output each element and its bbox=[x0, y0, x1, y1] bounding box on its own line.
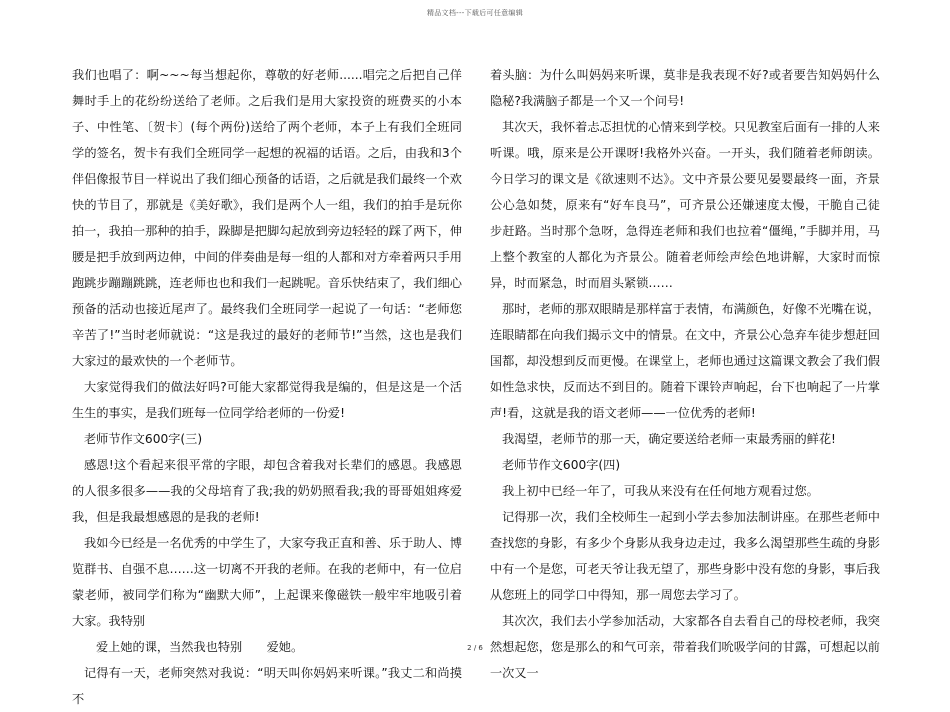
paragraph: 大家觉得我们的做法好吗?可能大家都觉得我是编的，但是这是一个活生生的事实，是我们班每一位同学给老师的一份爱! bbox=[72, 380, 462, 420]
left-text-column bbox=[72, 62, 462, 712]
paragraph: 我渴望，老师节的那一天，确定要送给老师一束最秀丽的鲜花! bbox=[502, 432, 836, 446]
paragraph: 感恩!这个看起来很平常的字眼，却包含着我对长辈们的感恩。我感恩的人很多很多——我的父母培育了我;我的奶奶照看我;我的哥哥姐姐疼爱我，但是我最想感恩的是我的老师! bbox=[72, 458, 462, 524]
right-text-column bbox=[490, 62, 880, 686]
section-heading: 老师节作文600字(三) bbox=[84, 432, 203, 446]
paragraph-fragment: 爱上她的课，当然我也特别 爱她。 bbox=[96, 640, 304, 654]
paragraph: 记得有一天，老师突然对我说：“明天叫你妈妈来听课。”我丈二和尚摸不 bbox=[72, 666, 462, 706]
paragraph: 那时，老师的那双眼睛是那样富于表情，布满颜色，好像不光嘴在说，连眼睛都在向我们揭示文中的情景。在文中，齐景公心急弃车徒步想赶回国都，却没想到反而更慢。在课堂上，老师也通过这篇课文教会了我们假如性急求快，反而达不到目的。随着下课铃声响起，台下也响起了一片掌声!看，这就是我的语文老师——一位优秀的老师! bbox=[490, 302, 880, 420]
paragraph: 其次天，我怀着忐忑担忧的心情来到学校。只见教室后面有一排的人来听课。哦，原来是公开课呀!我格外兴奋。一开头，我们随着老师朗读。今日学习的课文是《欲速则不达》。文中齐景公要见晏婴最终一面，齐景公心急如焚，原来有“好车良马”，可齐景公还嫌速度太慢，干脆自己徒步赶路。当时那个急呀，急得连老师和我们也拉着“僵绳，”手脚并用，马上整个教室的人都化为齐景公。随着老师绘声绘色地讲解，大家时而惊异，时而紧急，时而眉头紧锁…… bbox=[490, 120, 880, 290]
page-number: 2 / 6 bbox=[467, 644, 483, 652]
paragraph: 我如今已经是一名优秀的中学生了，大家夸我正直和善、乐于助人、博览群书、自强不息……这一切离不开我的老师。在我的老师中，有一位启蒙老师，被同学们称为“幽默大师”，上起课来像磁铁一般牢牢地吸引着大家。我特别 bbox=[72, 536, 462, 628]
page-header: 精品文档---下载后可任意编辑 bbox=[426, 9, 524, 17]
paragraph: 我上初中已经一年了，可我从来没有在任何地方观看过您。 bbox=[502, 484, 819, 498]
section-heading: 老师节作文600字(四) bbox=[502, 458, 621, 472]
paragraph: 记得那一次，我们全校师生一起到小学去参加法制讲座。在那些老师中查找您的身影，有多少个身影从我身边走过，我多么渴望那些生疏的身影中有一个是您，可老天爷让我无望了，那些身影中没有您的身影，事后我从您班上的同学口中得知，那一周您去学习了。 bbox=[490, 510, 880, 602]
paragraph: 我们也唱了：啊~~~每当想起你，尊敬的好老师......唱完之后把自己佯舞时手上的花纷纷送给了老师。之后我们是用大家投资的班费买的小本子、中性笔、〔贺卡〕(每个两份)送给了两个老师，本子上有我们全班同学的签名，贺卡有我们全班同学一起想的祝福的话语。之后，由我和3个伴侣像报节目一样说出了我们细心预备的话语，之后就是我们最终一个欢快的节目了，那就是《美好歌》，我们是两个人一组，我们的拍手是玩你拍一，我拍一那种的拍手，跺脚是把脚勾起放到旁边轻轻的踩了两下，伸腰是把手放到两边伸，中间的伴奏曲是每一组的人都和对方牵着两只手用跑跳步蹦蹦跳跳，连老师也也和我们一起跳呢。音乐快结束了，我们细心预备的活动也接近尾声了。最终我们全班同学一起说了一句话：“老师您辛苦了!”当时老师就说：“这是我过的最好的老师节!”当然，这也是我们大家过的最欢快的一个老师节。 bbox=[72, 68, 462, 368]
paragraph: 着头脑：为什么叫妈妈来听课，莫非是我表现不好?或者要告知妈妈什么隐秘?我满脑子都是一个又一个问号! bbox=[490, 68, 880, 108]
paragraph: 其次次，我们去小学参加活动，大家都各自去看自己的母校老师，我突然想起您，您是那么的和气可亲，带着我们吮吸学问的甘露，可想起以前一次又一 bbox=[490, 614, 880, 680]
